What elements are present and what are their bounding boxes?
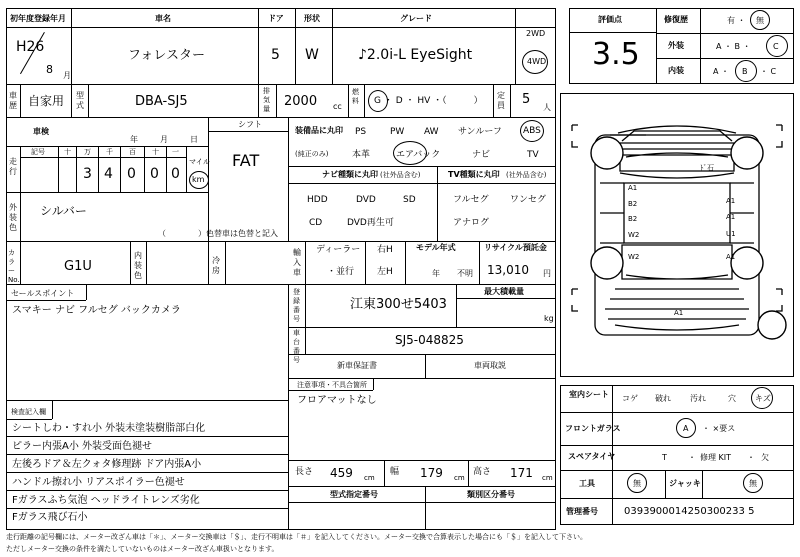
repair-has: 有 ・ [727,16,746,25]
car-name-label: 車名 [155,14,171,23]
odo-km: km [192,175,205,184]
spare-sep: ・ [688,453,696,462]
equip-pw: PW [390,127,405,137]
seat-hole: 穴 [728,394,736,403]
odo-digit: 0 [150,166,159,182]
height-value: 171 [510,466,533,480]
insp-note-line: シートしわ・すれ小 外装未塗装樹脂部白化 [12,423,206,434]
grade-value: ♪2.0i-L EyeSight [358,47,473,63]
tv-sub: (社外品含む) [506,171,547,179]
recycle-yen: 円 [543,269,551,278]
plate-label: 登録番号 [293,288,300,323]
width-label: 幅 [390,467,400,477]
equip-navi: ナビ [472,150,491,160]
score-value: 3.5 [592,37,640,72]
sales-point-label: セールスポイント [11,289,75,298]
navi-dvd-play: DVD再生可 [347,218,394,228]
damage-mark: A1 [674,309,684,317]
model-label: 型式 [76,91,84,110]
repair-none: 無 [756,16,764,25]
cooling-label: 冷房 [212,256,220,275]
odo-head-100: 百 [129,148,136,156]
windshield-label: フロントガラス [565,424,621,433]
reg-era-year: H26 [16,39,45,55]
notes-value: フロアマットなし [297,395,377,406]
width-value: 179 [420,466,443,480]
height-unit: cm [542,474,553,482]
navi-sub: (社外品含む) [380,171,421,179]
max-load-label: 最大積載量 [484,287,524,296]
insp-note-line: Fガラス飛び石小 [12,512,88,523]
manual-label: 車両取説 [474,361,506,370]
damage-note: ﾄﾞ石 [700,164,714,172]
drive-4wd: 4WD [527,57,547,66]
exterior-c: C [773,42,779,51]
equip-tv: TV [527,150,539,160]
insp-note-line: ピラー内張A小 外装受面色褪せ [12,441,153,452]
chassis-value: SJ5-048825 [395,333,464,347]
chassis-label: 車台番号 [293,329,300,364]
length-unit: cm [364,474,375,482]
spare-missing: 欠 [761,453,769,462]
interior-b: B [742,67,748,76]
tv-fullseg: フルセグ [453,195,489,205]
tv-analog: アナログ [453,218,490,228]
door-count: 5 [271,47,280,63]
color-value: シルバー [40,204,87,218]
shape-label: 形状 [304,14,320,23]
damage-mark: A1 [628,184,638,192]
odo-mile: マイル [189,158,210,166]
color-no-value: G1U [64,259,92,274]
capacity-unit: 人 [543,103,551,112]
drive-2wd: 2WD [526,29,546,38]
insp-note-line: Fガラスふち気泡 ヘッドライトレンズ劣化 [12,495,200,506]
seat-stain: 汚れ [690,394,706,403]
model-year-label: モデル年式 [416,243,456,252]
reg-year-label: 初年度登録年月 [10,14,66,23]
inspection-month: 月 [160,135,168,144]
model-code: DBA-SJ5 [135,94,188,109]
equip-ps: PS [355,127,367,137]
warranty-label: 新車保証書 [337,361,377,370]
equip-airbag: エアバック [396,150,441,160]
interior-label: 内装 [668,66,684,75]
fuel-options: G ・ D ・ HV ・（ ） [374,96,483,106]
usage-label: 車歴 [9,91,17,110]
footer-line1: 走行距離の記号欄には、メーター改ざん車は「＊」、メーター交換車は「＄」、走行不明車は「＃」を記入してください。メーター交換で合算表示した場合にも「＄」を記入して下さい。 [6,533,587,541]
mgmt-label: 管理番号 [566,507,598,516]
class-number-label: 類別区分番号 [467,490,515,499]
equip-abs: ABS [523,126,541,136]
odo-head-10k: 万 [84,148,91,156]
spare-sep: ・ [747,453,755,462]
damage-mark: A1 [726,197,736,205]
seat-label: 室内シート [569,390,609,399]
recycle-value: 13,010 [487,263,529,277]
interior-c: ・ C [760,67,777,76]
shift-label: シフト [238,120,262,129]
repair-label: 修復歴 [664,15,688,24]
import-parallel: ・並行 [327,267,355,277]
reg-month-unit: 月 [63,71,71,80]
displacement-unit: cc [333,102,342,111]
mgmt-value: 0393900014250300233 5 [624,506,755,517]
tools-label: 工具 [579,479,595,488]
jack-value: 無 [749,479,757,488]
inspection-label: 車検 [33,127,49,136]
score-label: 評価点 [598,15,622,24]
tv-label: TV種類に丸印 [448,170,500,179]
fuel-label: 燃料 [352,88,359,105]
odo-head-1k: 千 [106,148,113,156]
damage-mark: A1 [726,213,736,221]
odo-head-100k: 十 [64,148,71,156]
insp-note-line: ハンドル擦れ小 リアスポイラー色褪せ [12,477,185,488]
import-right-h: 右H [377,245,393,255]
seat-scratch: キズ [755,394,771,403]
odo-digit: 3 [83,166,92,182]
equip-sub: (純正のみ) [295,150,329,158]
equip-sunroof: サンルーフ [458,127,502,137]
navi-hdd: HDD [307,195,328,205]
displacement-value: 2000 [284,94,318,109]
spare-t: T [662,453,667,462]
displacement-label: 排気量 [263,87,270,113]
damage-mark: U1 [726,230,736,238]
length-value: 459 [330,466,353,480]
plate-value: 江東300せ5403 [350,297,447,312]
color-no-label: カラーNo. [8,249,20,284]
exterior-label: 外装 [668,41,684,50]
damage-mark: B2 [628,200,638,208]
max-load-unit: kg [544,314,554,323]
import-dealer: ディーラー [316,245,361,255]
model-year-unknown: 不明 [457,269,473,278]
usage-value: 自家用 [28,94,65,108]
odo-head-mark: 記号 [31,148,45,156]
equip-label: 装備品に丸印 [295,126,343,135]
interior-color-label: 内装色 [134,251,142,280]
odometer-label: 走行 [9,157,17,176]
insp-notes-label: 検査記入欄 [11,408,46,416]
equip-aw: AW [424,127,439,137]
seat-tear: 破れ [655,394,671,403]
length-label: 長さ [295,467,314,477]
capacity-value: 5 [522,92,531,107]
notes-label: 注意事項・不具合箇所 [297,381,367,389]
navi-cd: CD [309,218,323,228]
odo-head-10: 十 [152,148,159,156]
sales-point-value: スマキー ナビ フルセグ バックカメラ [12,305,181,316]
spare-kit: 修理 KIT [700,453,732,462]
color-note: （ ）色替車は色替と記入 [158,229,278,238]
inspection-year: 年 [130,135,138,144]
navi-dvd: DVD [356,195,376,205]
odo-head-1: 一 [172,148,179,156]
damage-mark: A1 [726,253,736,261]
exterior-opts: A ・ B ・ [716,42,751,51]
reg-month: 8 [46,63,53,76]
spare-label: スペアタイヤ [568,452,616,461]
insp-note-line: 左後ろドア＆左クォタ修理跡 ドア内張A小 [12,459,202,470]
navi-sd: SD [403,195,416,205]
body-shape: W [305,47,319,63]
damage-mark: B2 [628,215,638,223]
car-name: フォレスター [128,48,205,63]
import-left-h: 左H [377,267,393,277]
seat-burn: コゲ [622,394,638,403]
capacity-label: 定員 [497,91,505,110]
tools-value: 無 [633,479,641,488]
equip-leather: 本革 [352,150,371,160]
door-label: ドア [268,14,284,23]
recycle-label: リサイクル預託金 [484,243,547,252]
tv-oneseg: ワンセグ [510,195,547,205]
model-year-unit: 年 [432,269,440,278]
height-label: 高さ [473,467,492,477]
footer-line2: ただしメーター交換の条件を満たしていないものはメーター改ざん車扱いとなります。 [6,545,279,553]
car-diagram [560,93,794,377]
inspection-day: 日 [190,135,198,144]
windshield-a: A [683,424,689,433]
odo-digit: 0 [127,166,136,182]
damage-mark: W2 [628,231,640,239]
import-label: 輸入車 [293,248,301,277]
odo-digit: 4 [104,166,113,182]
jack-label: ジャッキ [669,479,701,488]
odo-digit: 0 [171,166,180,182]
interior-a: A ・ [713,67,730,76]
type-number-label: 型式指定番号 [330,490,378,499]
width-unit: cm [454,474,465,482]
damage-mark: W2 [628,253,640,261]
windshield-rest: ・ ×要ス [702,424,736,433]
shift-value: FAT [232,151,260,170]
color-label: 外装色 [9,203,17,232]
grade-label: グレード [400,14,432,23]
navi-label: ナビ種類に丸印 [322,170,378,179]
